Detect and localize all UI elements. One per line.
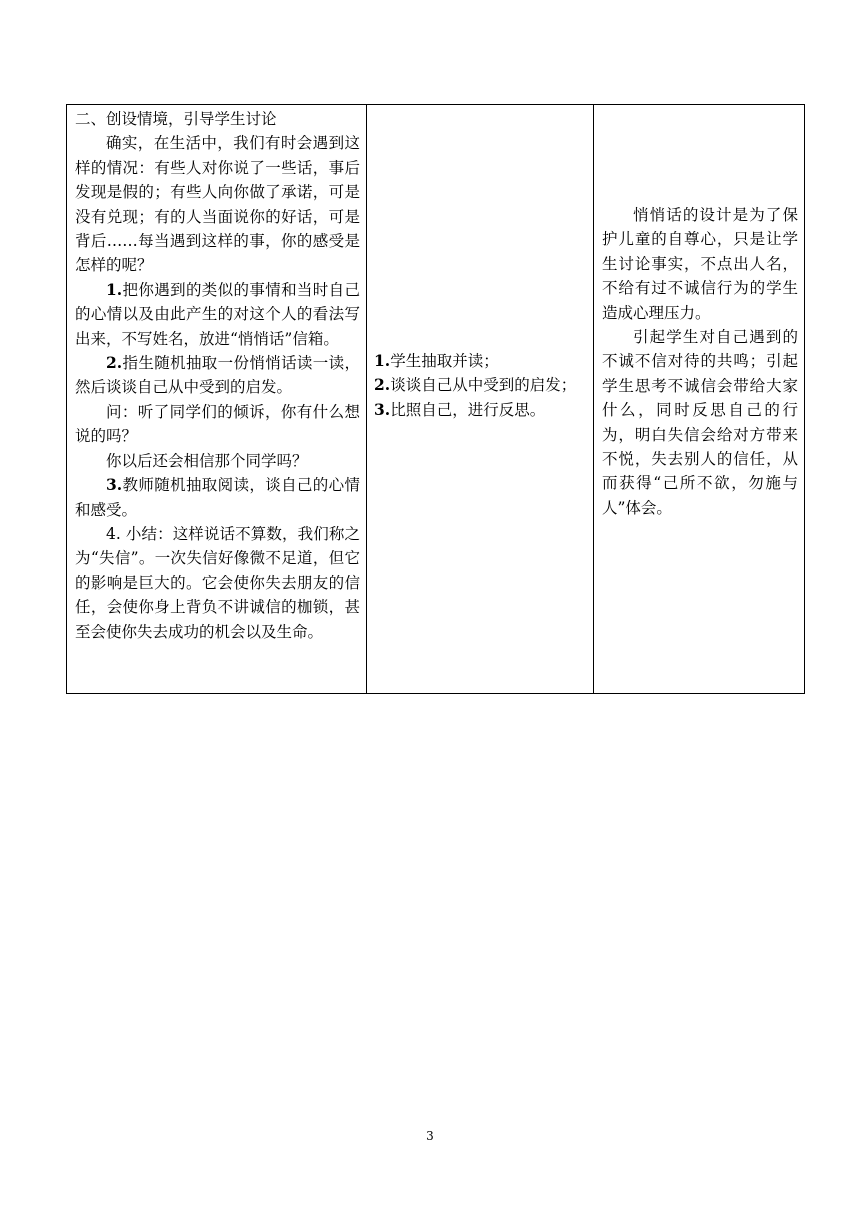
design-intent-paragraph-2: 引起学生对自己遇到的不诚不信对待的共鸣；引起学生思考不诚信会带给大家什么，同时反思自己的行为，明白失信会给对方带来不悦，失去别人的信任，从而获得“己所不欲，勿施与人”体会。 [602, 328, 798, 517]
table-row [67, 105, 805, 694]
step-2 [75, 351, 360, 400]
section-heading: 二、创设情境，引导学生讨论 [75, 110, 277, 128]
activity-item-1 [374, 349, 587, 373]
activity-item-2-number: 2. [374, 375, 391, 395]
step-4-summary: 4. 小结：这样说话不算数，我们称之为“失信”。一次失信好像微不足道，但它的影响是巨大的。它会使你失去朋友的信任，会使你身上背负不讲诚信的枷锁，甚至会使你失去成功的机会以及生命。 [75, 524, 360, 641]
step-3-text: 教师随机抽取阅读，谈自己的心情和感受。 [75, 476, 360, 519]
step-2-number: 2. [106, 353, 123, 373]
activity-item-1-number: 1. [374, 351, 391, 370]
page-number: 3 [426, 1129, 434, 1143]
design-intent-cell [594, 105, 805, 694]
question-1: 问：听了同学们的倾诉，你有什么想说的吗？ [75, 402, 360, 446]
step-1-number: 1. [106, 279, 123, 299]
activity-item-3-number: 3. [374, 399, 391, 419]
activity-item-3 [374, 398, 587, 422]
step-2-text: 指生随机抽取一份悄悄话读一读，然后谈谈自己从中受到的启发。 [75, 354, 360, 397]
step-3 [75, 473, 360, 522]
student-activity-cell [367, 105, 594, 694]
teaching-process-cell [67, 105, 367, 694]
step-1 [75, 278, 360, 351]
design-intent-paragraph-1: 悄悄话的设计是为了保护儿童的自尊心，只是让学生讨论事实，不点出人名，不给有过不诚信行为的学生造成心理压力。 [602, 206, 798, 322]
question-2: 你以后还会相信那个同学吗？ [106, 451, 308, 470]
activity-item-3-text: 比照自己，进行反思。 [390, 400, 546, 419]
step-3-number: 3. [106, 475, 123, 495]
activity-item-1-text: 学生抽取并读； [390, 352, 499, 370]
step-1-text: 把你遇到的类似的事情和当时自己的心情以及由此产生的对这个人的看法写出来，不写姓名，放进“悄悄话”信箱。 [75, 280, 360, 348]
activity-item-2 [374, 373, 587, 397]
activity-item-2-text: 谈谈自己从中受到的启发； [390, 376, 577, 395]
lesson-plan-table [66, 104, 805, 694]
intro-paragraph: 确实，在生活中，我们有时会遇到这样的情况：有些人对你说了一些话，事后发现是假的；有些人向你做了承诺，可是没有兑现；有的人当面说你的好话，可是背后……每当遇到这样的事，你的感受是怎样的呢？ [75, 134, 360, 275]
